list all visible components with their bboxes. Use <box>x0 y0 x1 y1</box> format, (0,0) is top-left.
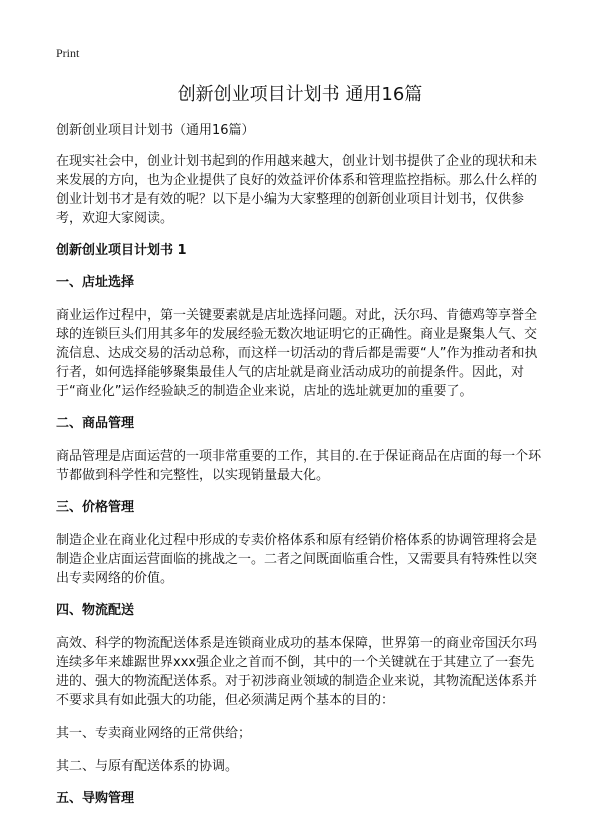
section-heading-shopping-guide: 五、导购管理 <box>56 791 135 806</box>
page-title: 创新创业项目计划书 通用16篇 <box>177 84 423 105</box>
section-text-product-management: 商品管理是店面运营的一项非常重要的工作，其目的.在于保证商品在店面的每一个环节都做到科学性和完整性，以实现销量最大化。 <box>56 449 542 483</box>
article-heading: 创新创业项目计划书 1 <box>56 243 187 258</box>
print-link[interactable]: Print <box>56 46 80 60</box>
section-heading-price-management: 三、价格管理 <box>56 500 135 515</box>
document-subtitle: 创新创业项目计划书（通用16篇） <box>56 123 255 138</box>
document-body <box>56 122 542 822</box>
section-text-logistics: 高效、科学的物流配送体系是连锁商业成功的基本保障，世界第一的商业帝国沃尔玛连续多年来雄踞世界xxx强企业之首而不倒，其中的一个关键就在于其建立了一套先进的、强大的物流配送体系。对于初涉商业领域的制造企业来说，其物流配送体系并不要求具有如此强大的功能，但必须满足两个基本的目的： <box>56 636 538 708</box>
logistics-goal-2: 其二、与原有配送体系的协调。 <box>56 759 239 774</box>
section-text-price-management: 制造企业在商业化过程中形成的专卖价格体系和原有经销价格体系的协调管理将会是制造企业店面运营面临的挑战之一。二者之间既面临重合性，又需要具有特殊性以突出专卖网络的价值。 <box>56 533 538 586</box>
section-heading-site-selection: 一、店址选择 <box>56 275 135 290</box>
section-text-site-selection: 商业运作过程中，第一关键要素就是店址选择问题。对此，沃尔玛、肯德鸡等享誉全球的连锁巨头们用其多年的发展经验无数次地证明它的正确性。商业是聚集人气、交流信息、达成交易的活动总称，而这样一切活动的背后都是需要“人”作为推动者和执行者，如何选择能够聚集最佳人气的店址就是商业活动成功的前提条件。因此，对于“商业化”运作经验缺乏的制造企业来说，店址的选址就更加的重要了。 <box>56 308 538 399</box>
section-heading-logistics: 四、物流配送 <box>56 603 135 618</box>
intro-paragraph: 在现实社会中，创业计划书起到的作用越来越大，创业计划书提供了企业的现状和未来发展的方向，也为企业提供了良好的效益评价体系和管理监控指标。那么什么样的创业计划书才是有效的呢？以下是小编为大家整理的创新创业项目计划书，仅供参考，欢迎大家阅读。 <box>56 154 538 226</box>
section-heading-product-management: 二、商品管理 <box>56 416 135 431</box>
logistics-goal-1: 其一、专卖商业网络的正常供给； <box>56 726 252 741</box>
